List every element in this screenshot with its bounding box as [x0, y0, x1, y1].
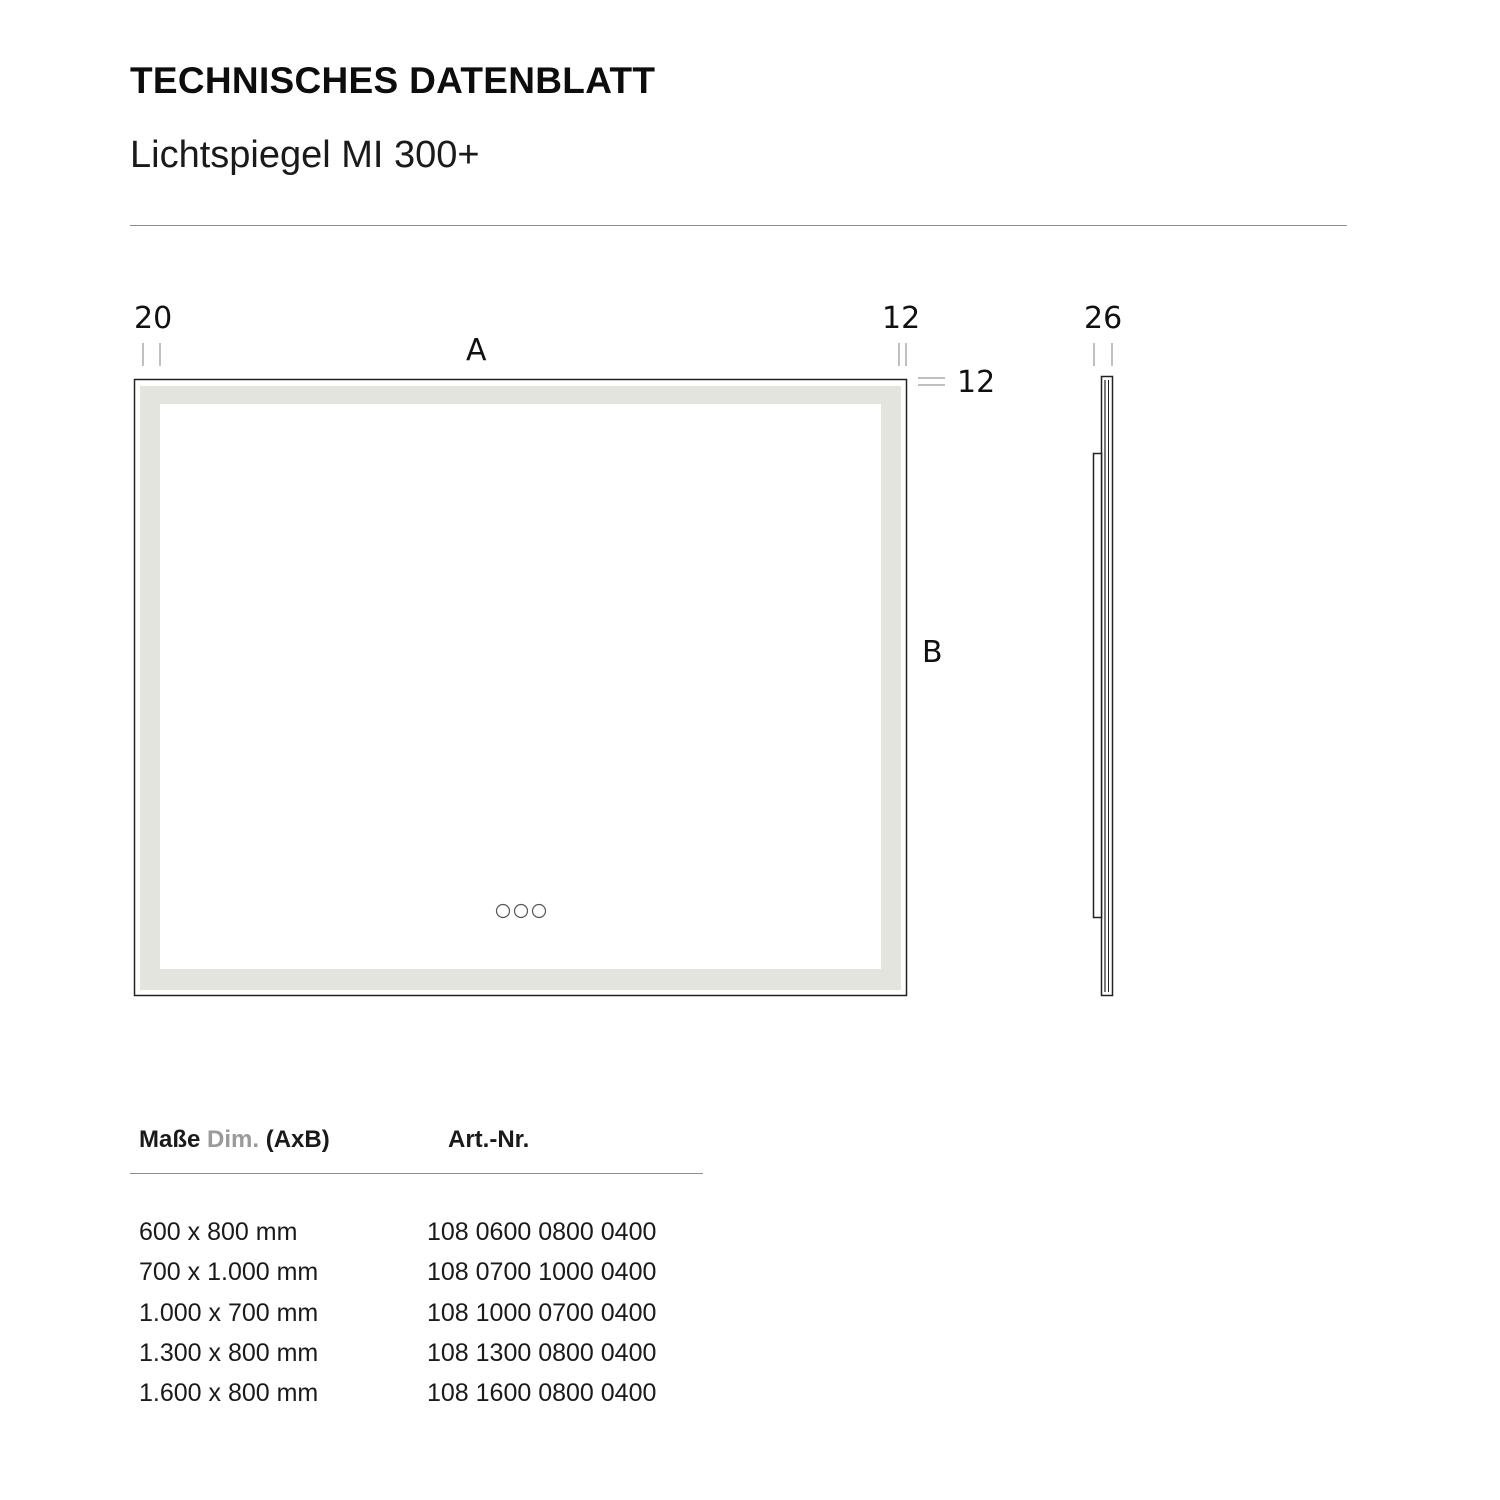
header-dim-de: Maße [139, 1126, 201, 1153]
dim-depth-label: 26 [1084, 301, 1123, 336]
table-header-article-number: Art.-Nr. [448, 1126, 530, 1153]
mirror-side-view [1094, 377, 1113, 996]
table-cell-art: 108 1000 0700 0400 [427, 1299, 657, 1327]
header-dim-en: Dim. [207, 1126, 260, 1153]
page-title: TECHNISCHES DATENBLATT [130, 60, 656, 101]
table-header-divider [130, 1173, 703, 1174]
table-cell-art: 108 0700 1000 0400 [427, 1258, 657, 1286]
mirror-front-outline [135, 380, 907, 996]
dim-height-label: B [922, 635, 943, 670]
dim-top-frame-label: 12 [957, 365, 996, 400]
dim-right-frame-label: 12 [882, 301, 921, 336]
table-header-dimensions [139, 1126, 330, 1154]
table-cell-dim: 1.000 x 700 mm [139, 1299, 319, 1327]
table-cell-dim: 1.300 x 800 mm [139, 1339, 319, 1367]
table-cell-dim: 600 x 800 mm [139, 1218, 298, 1246]
table-cell-art: 108 0600 0800 0400 [427, 1218, 657, 1246]
product-name: Lichtspiegel MI 300+ [130, 134, 480, 176]
table-cell-dim: 700 x 1.000 mm [139, 1258, 319, 1286]
table-cell-art: 108 1600 0800 0400 [427, 1379, 657, 1407]
table-cell-art: 108 1300 0800 0400 [427, 1339, 657, 1367]
dim-left-frame-label: 20 [134, 301, 173, 336]
table-cell-dim: 1.600 x 800 mm [139, 1379, 319, 1407]
header-dim-axb: (AxB) [265, 1126, 330, 1153]
dim-width-label: A [466, 333, 487, 368]
